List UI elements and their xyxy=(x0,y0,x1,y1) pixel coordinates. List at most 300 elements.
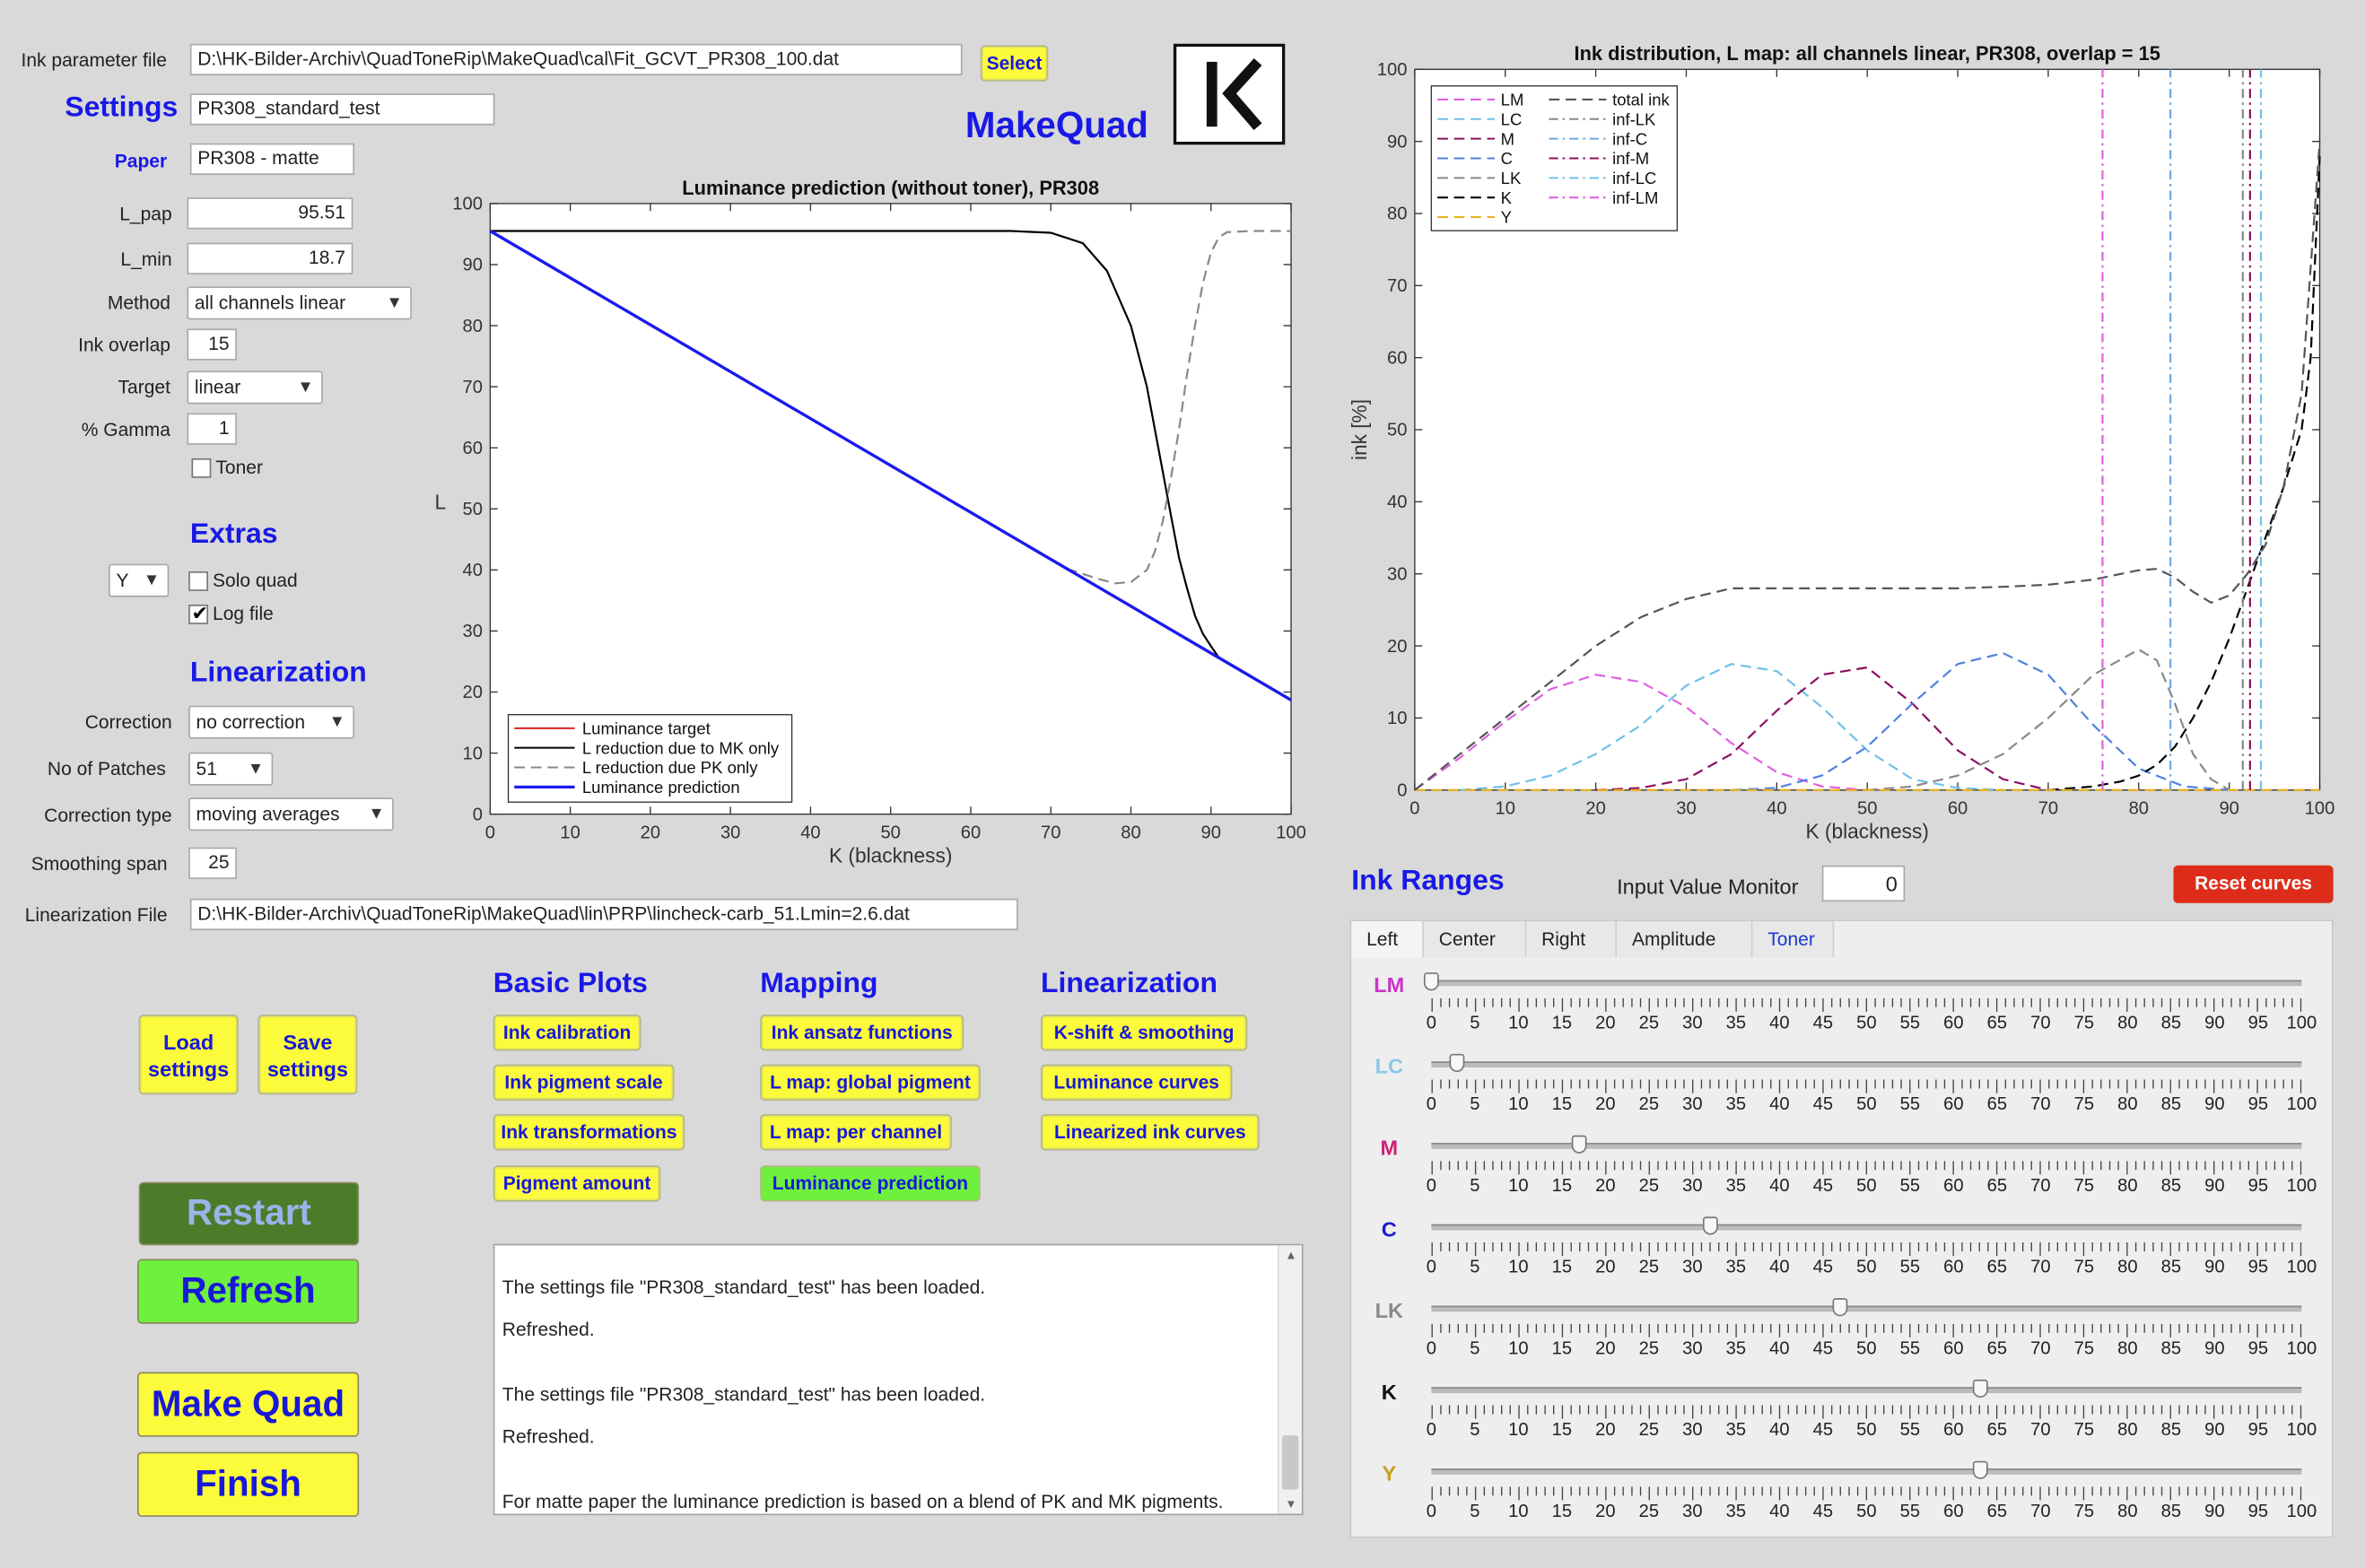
span-field[interactable]: 25 xyxy=(188,848,237,879)
slider-tick-label: 45 xyxy=(1812,1174,1834,1196)
toner-checkbox[interactable] xyxy=(191,458,211,478)
slider-tick-label: 0 xyxy=(1426,1093,1436,1115)
slider-track-k[interactable] xyxy=(1431,1387,2301,1393)
legend-label: Y xyxy=(1500,207,1513,227)
slider-tick-label: 75 xyxy=(2073,1418,2095,1441)
monitor-field[interactable]: 0 xyxy=(1822,866,1905,902)
slider-track-m[interactable] xyxy=(1431,1143,2301,1149)
slider-tick-label: 30 xyxy=(1682,1093,1703,1115)
ink-transformations-button[interactable]: Ink transformations xyxy=(493,1114,685,1150)
slider-tick-label: 35 xyxy=(1725,1337,1747,1359)
slider-tick-label: 65 xyxy=(1986,1500,2008,1521)
slider-tick-label: 65 xyxy=(1986,1256,2008,1277)
slider-tick-label: 95 xyxy=(2247,1174,2269,1196)
l-map-channel-button[interactable]: L map: per channel xyxy=(760,1114,951,1150)
slider-tick-label: 20 xyxy=(1595,1418,1616,1441)
slider-tick-label: 100 xyxy=(2286,1093,2317,1115)
slider-tick-label: 60 xyxy=(1943,1418,1964,1441)
correction-dropdown[interactable] xyxy=(188,706,354,739)
x-tick-label: 50 xyxy=(1856,798,1878,819)
slider-tick-label: 40 xyxy=(1769,1011,1790,1033)
slider-tick-label: 50 xyxy=(1856,1337,1877,1359)
y-tick-label: 60 xyxy=(1387,348,1408,369)
slider-tick-label: 70 xyxy=(2030,1093,2051,1115)
slider-tick-label: 20 xyxy=(1595,1011,1616,1033)
legend-label: L reduction due to MK only xyxy=(581,738,780,758)
slider-tick-label: 40 xyxy=(1769,1500,1790,1521)
x-tick-label: 0 xyxy=(1409,798,1420,819)
slider-tick-label: 90 xyxy=(2204,1174,2225,1196)
slider-label-lm: LM xyxy=(1374,972,1405,997)
slider-tick-label: 70 xyxy=(2030,1500,2051,1521)
slider-thumb-lc[interactable] xyxy=(1450,1054,1465,1072)
slider-track-lc[interactable] xyxy=(1431,1061,2301,1067)
legend-label: L reduction due PK only xyxy=(581,758,758,778)
slider-tick-label: 0 xyxy=(1426,1418,1436,1441)
slider-tick-label: 85 xyxy=(2160,1500,2182,1521)
refresh-button[interactable]: Refresh xyxy=(137,1259,359,1323)
legend-label: inf-C xyxy=(1612,129,1648,149)
slider-tick-label: 75 xyxy=(2073,1500,2095,1521)
slider-tick-label: 100 xyxy=(2286,1500,2317,1521)
target-value: linear xyxy=(194,377,241,398)
y-tick-label: 40 xyxy=(1387,492,1408,513)
slider-thumb-m[interactable] xyxy=(1572,1136,1587,1154)
slider-tick-label: 70 xyxy=(2030,1337,2051,1359)
legend-label: inf-LK xyxy=(1612,109,1656,129)
legend-label: inf-M xyxy=(1612,149,1650,169)
ink-param-label: Ink parameter file xyxy=(21,49,167,71)
correction-label: Correction xyxy=(84,711,172,733)
y-tick-label: 0 xyxy=(1397,780,1408,801)
lin-file-label: Linearization File xyxy=(24,904,168,927)
slider-tick-label: 10 xyxy=(1508,1337,1529,1359)
slider-tick-label: 20 xyxy=(1595,1337,1616,1359)
legend-label: M xyxy=(1500,129,1515,149)
slider-label-k: K xyxy=(1381,1379,1397,1404)
chevron-down-icon: ▼ xyxy=(328,713,345,732)
slider-tick-label: 60 xyxy=(1943,1500,1964,1521)
ink-param-field[interactable]: D:\HK-Bilder-Archiv\QuadToneRip\MakeQuad\cal\Fit_GCVT_PR308_100.dat xyxy=(190,44,963,75)
chevron-down-icon: ▼ xyxy=(247,760,265,779)
load-settings-button[interactable]: Load settings xyxy=(139,1015,239,1094)
slider-tick-label: 80 xyxy=(2117,1256,2138,1277)
slider-tick-label: 5 xyxy=(1470,1093,1480,1115)
slider-label-lc: LC xyxy=(1374,1053,1403,1078)
ink-ranges-panel xyxy=(1350,919,2334,1538)
slider-tick-label: 55 xyxy=(1899,1418,1921,1441)
slider-tick-label: 10 xyxy=(1508,1093,1529,1115)
slider-tick-label: 75 xyxy=(2073,1011,2095,1033)
slider-tick-label: 0 xyxy=(1426,1256,1436,1277)
slider-label-lk: LK xyxy=(1374,1298,1403,1323)
slider-thumb-y[interactable] xyxy=(1972,1461,1987,1479)
toner-label: Toner xyxy=(215,457,263,478)
x-tick-label: 70 xyxy=(2038,798,2059,819)
slider-tick-label: 100 xyxy=(2286,1256,2317,1277)
slider-tick-label: 45 xyxy=(1812,1011,1834,1033)
save-settings-button[interactable]: Save settings xyxy=(257,1015,357,1094)
slider-tick-label: 10 xyxy=(1508,1256,1529,1277)
slider-tick-label: 10 xyxy=(1508,1500,1529,1521)
message-line: The settings file "PR308_standard_test" has been loaded. xyxy=(502,1383,986,1406)
y-tick-label: 80 xyxy=(1387,204,1408,224)
slider-tick-label: 80 xyxy=(2117,1418,2138,1441)
x-tick-label: 80 xyxy=(2128,798,2150,819)
slider-tick-label: 5 xyxy=(1470,1011,1480,1033)
slider-tick-label: 25 xyxy=(1638,1174,1660,1196)
slider-tick-label: 80 xyxy=(2117,1337,2138,1359)
slider-tick-label: 60 xyxy=(1943,1011,1964,1033)
slider-tick-label: 70 xyxy=(2030,1256,2051,1277)
gamma-label: % Gamma xyxy=(81,419,170,440)
chevron-down-icon: ▼ xyxy=(386,293,403,312)
luminance-prediction-button[interactable]: Luminance prediction xyxy=(760,1165,980,1201)
slider-tick-label: 15 xyxy=(1551,1500,1573,1521)
slider-tick-label: 95 xyxy=(2247,1500,2269,1521)
slider-ticks xyxy=(1431,1320,2301,1335)
slider-tick-label: 90 xyxy=(2204,1500,2225,1521)
message-line: For matte paper the luminance prediction is based on a blend of PK and MK pigments. xyxy=(502,1491,1224,1512)
lpap-field[interactable]: 95.51 xyxy=(187,197,353,229)
x-axis-label: K (blackness) xyxy=(828,843,953,867)
y-tick-label: 90 xyxy=(462,255,483,275)
slider-tick-label: 100 xyxy=(2286,1011,2317,1033)
slider-tick-label: 15 xyxy=(1551,1418,1573,1441)
slider-tick-label: 55 xyxy=(1899,1174,1921,1196)
x-tick-label: 100 xyxy=(1276,823,1306,843)
slider-tick-label: 15 xyxy=(1551,1174,1573,1196)
slider-tick-label: 55 xyxy=(1899,1337,1921,1359)
slider-tick-label: 75 xyxy=(2073,1337,2095,1359)
slider-tick-label: 15 xyxy=(1551,1256,1573,1277)
tab-amplitude[interactable]: Amplitude xyxy=(1617,921,1752,957)
y-tick-label: 30 xyxy=(1387,564,1408,585)
slider-thumb-k[interactable] xyxy=(1972,1380,1987,1398)
x-tick-label: 80 xyxy=(1121,823,1141,843)
slider-tick-label: 90 xyxy=(2204,1011,2225,1033)
slider-tick-label: 25 xyxy=(1638,1500,1660,1521)
slider-tick-label: 25 xyxy=(1638,1011,1660,1033)
slider-tick-label: 65 xyxy=(1986,1011,2008,1033)
slider-tick-label: 30 xyxy=(1682,1337,1703,1359)
solo-quad-label: Solo quad xyxy=(213,570,298,591)
slider-tick-label: 35 xyxy=(1725,1418,1747,1441)
overlap-label: Ink overlap xyxy=(78,335,170,356)
linearization-heading: Linearization xyxy=(189,657,367,690)
slider-ticks xyxy=(1431,1238,2301,1253)
luminance-curves-button[interactable]: Luminance curves xyxy=(1041,1065,1232,1101)
slider-tick-label: 35 xyxy=(1725,1500,1747,1521)
overlap-field[interactable]: 15 xyxy=(187,328,236,360)
ink-pigment-scale-button[interactable]: Ink pigment scale xyxy=(493,1065,675,1101)
channel-dropdown[interactable] xyxy=(109,564,169,597)
slider-tick-label: 95 xyxy=(2247,1093,2269,1115)
message-line: Refreshed. xyxy=(502,1426,595,1448)
extras-heading: Extras xyxy=(189,518,278,551)
legend-label: C xyxy=(1500,149,1514,169)
tab-left[interactable]: Left xyxy=(1351,921,1424,957)
x-tick-label: 30 xyxy=(1676,798,1697,819)
legend-label: Luminance target xyxy=(581,719,711,738)
slider-tick-label: 95 xyxy=(2247,1011,2269,1033)
y-tick-label: 100 xyxy=(452,194,483,214)
ink-ranges-heading: Ink Ranges xyxy=(1351,865,1505,898)
slider-tick-label: 5 xyxy=(1470,1256,1480,1277)
slider-tick-label: 30 xyxy=(1682,1418,1703,1441)
slider-tick-label: 65 xyxy=(1986,1418,2008,1441)
solo-quad-checkbox[interactable] xyxy=(188,571,208,591)
log-file-checkbox[interactable] xyxy=(188,601,208,624)
slider-tick-label: 30 xyxy=(1682,1174,1703,1196)
check-icon: ✔ xyxy=(191,601,208,624)
chart-title: Luminance prediction (without toner), PR308 xyxy=(682,176,1100,199)
tab-center[interactable]: Center xyxy=(1424,921,1526,957)
slider-tick-label: 0 xyxy=(1426,1500,1436,1521)
slider-tick-label: 35 xyxy=(1725,1256,1747,1277)
slider-tick-label: 25 xyxy=(1638,1256,1660,1277)
slider-tick-label: 90 xyxy=(2204,1418,2225,1441)
slider-tick-label: 80 xyxy=(2117,1500,2138,1521)
slider-track-y[interactable] xyxy=(1431,1468,2301,1475)
slider-tick-label: 75 xyxy=(2073,1093,2095,1115)
slider-tick-label: 70 xyxy=(2030,1174,2051,1196)
ink-ansatz-button[interactable]: Ink ansatz functions xyxy=(760,1015,964,1050)
y-tick-label: 0 xyxy=(472,805,483,825)
slider-tick-label: 50 xyxy=(1856,1418,1877,1441)
y-tick-label: 20 xyxy=(1387,636,1408,657)
slider-tick-label: 20 xyxy=(1595,1500,1616,1521)
slider-tick-label: 80 xyxy=(2117,1011,2138,1033)
luminance-chart xyxy=(423,173,1328,875)
linearization-plots-heading: Linearization xyxy=(1040,968,1217,1000)
slider-tick-label: 5 xyxy=(1470,1500,1480,1521)
slider-tick-label: 10 xyxy=(1508,1174,1529,1196)
settings-name-field[interactable]: PR308_standard_test xyxy=(190,93,495,125)
scroll-down-icon[interactable]: ▼ xyxy=(1285,1497,1297,1511)
slider-tick-label: 50 xyxy=(1856,1174,1877,1196)
slider-tick-label: 55 xyxy=(1899,1093,1921,1115)
restart-button[interactable]: Restart xyxy=(139,1182,359,1246)
target-dropdown[interactable] xyxy=(187,370,322,404)
patches-label: No of Patches xyxy=(47,758,166,780)
slider-tick-label: 5 xyxy=(1470,1337,1480,1359)
app-title: MakeQuad xyxy=(964,105,1148,147)
slider-tick-label: 45 xyxy=(1812,1093,1834,1115)
y-tick-label: 100 xyxy=(1376,60,1408,81)
x-tick-label: 90 xyxy=(1200,823,1221,843)
legend-label: total ink xyxy=(1612,90,1670,109)
slider-tick-label: 60 xyxy=(1943,1093,1964,1115)
slider-tick-label: 60 xyxy=(1943,1256,1964,1277)
finish-button[interactable]: Finish xyxy=(137,1452,359,1517)
linearized-ink-curves-button[interactable]: Linearized ink curves xyxy=(1041,1114,1260,1150)
slider-track-c[interactable] xyxy=(1431,1224,2301,1231)
patches-dropdown[interactable] xyxy=(188,753,273,786)
y-tick-label: 50 xyxy=(1387,420,1408,440)
slider-tick-label: 20 xyxy=(1595,1174,1616,1196)
slider-thumb-lm[interactable] xyxy=(1424,972,1439,990)
lmin-label: L_min xyxy=(120,248,172,270)
slider-tick-label: 70 xyxy=(2030,1418,2051,1441)
slider-tick-label: 85 xyxy=(2160,1174,2182,1196)
paper-field[interactable]: PR308 - matte xyxy=(190,144,354,175)
legend-label: inf-LC xyxy=(1612,169,1657,188)
legend-label: LK xyxy=(1500,169,1522,188)
slider-tick-label: 50 xyxy=(1856,1093,1877,1115)
message-scrollbar[interactable] xyxy=(1278,1245,1302,1513)
x-tick-label: 60 xyxy=(1947,798,1968,819)
gamma-field[interactable]: 1 xyxy=(187,414,236,445)
slider-tick-label: 85 xyxy=(2160,1011,2182,1033)
x-tick-label: 50 xyxy=(880,823,901,843)
y-tick-label: 40 xyxy=(462,561,483,581)
slider-track-lm[interactable] xyxy=(1431,980,2301,987)
x-tick-label: 100 xyxy=(2304,798,2335,819)
slider-tick-label: 25 xyxy=(1638,1093,1660,1115)
slider-tick-label: 80 xyxy=(2117,1174,2138,1196)
slider-tick-label: 35 xyxy=(1725,1011,1747,1033)
slider-tick-label: 55 xyxy=(1899,1011,1921,1033)
slider-tick-label: 85 xyxy=(2160,1418,2182,1441)
message-line: The settings file "PR308_standard_test" has been loaded. xyxy=(502,1276,986,1299)
slider-track-lk[interactable] xyxy=(1431,1306,2301,1312)
slider-tick-label: 45 xyxy=(1812,1256,1834,1277)
select-button[interactable]: Select xyxy=(981,45,1049,81)
scroll-up-icon[interactable]: ▲ xyxy=(1285,1248,1297,1262)
slider-tick-label: 30 xyxy=(1682,1500,1703,1521)
k-shift-button[interactable]: K-shift & smoothing xyxy=(1041,1015,1247,1050)
y-tick-label: 60 xyxy=(462,438,483,458)
ink-distribution-chart xyxy=(1342,39,2352,854)
slider-tick-label: 100 xyxy=(2286,1337,2317,1359)
chart-title: Ink distribution, L map: all channels linear, PR308, overlap = 15 xyxy=(1574,42,2160,65)
log-file-label: Log file xyxy=(213,603,274,624)
legend-label: LC xyxy=(1500,109,1523,129)
slider-tick-label: 40 xyxy=(1769,1093,1790,1115)
chevron-down-icon: ▼ xyxy=(368,805,385,823)
settings-heading: Settings xyxy=(65,91,179,124)
target-label: Target xyxy=(118,377,170,398)
slider-tick-label: 95 xyxy=(2247,1337,2269,1359)
x-tick-label: 20 xyxy=(1585,798,1606,819)
slider-tick-label: 45 xyxy=(1812,1500,1834,1521)
method-dropdown[interactable] xyxy=(187,286,411,319)
slider-tick-label: 35 xyxy=(1725,1174,1747,1196)
slider-tick-label: 50 xyxy=(1856,1256,1877,1277)
span-label: Smoothing span xyxy=(31,853,168,875)
slider-tick-label: 40 xyxy=(1769,1337,1790,1359)
x-tick-label: 20 xyxy=(640,823,661,843)
slider-tick-label: 20 xyxy=(1595,1093,1616,1115)
y-axis-label: ink [%] xyxy=(1348,398,1372,461)
slider-thumb-lk[interactable] xyxy=(1833,1298,1848,1316)
monitor-label: Input Value Monitor xyxy=(1617,874,1799,899)
lin-file-field[interactable]: D:\HK-Bilder-Archiv\QuadToneRip\MakeQuad\lin\PRP\lincheck-carb_51.Lmin=2.6.dat xyxy=(190,899,1018,930)
slider-tick-label: 45 xyxy=(1812,1418,1834,1441)
lmin-field[interactable]: 18.7 xyxy=(187,243,353,274)
slider-thumb-c[interactable] xyxy=(1702,1216,1717,1234)
x-tick-label: 0 xyxy=(484,823,495,843)
slider-label-m: M xyxy=(1380,1135,1399,1160)
slider-label-y: Y xyxy=(1382,1460,1397,1485)
slider-tick-label: 50 xyxy=(1856,1500,1877,1521)
make-quad-button[interactable]: Make Quad xyxy=(137,1372,359,1437)
reset-curves-button[interactable]: Reset curves xyxy=(2173,866,2333,903)
slider-ticks xyxy=(1431,1482,2301,1497)
slider-tick-label: 60 xyxy=(1943,1337,1964,1359)
y-tick-label: 10 xyxy=(462,744,483,764)
mapping-heading: Mapping xyxy=(760,968,878,1000)
slider-tick-label: 85 xyxy=(2160,1256,2182,1277)
slider-tick-label: 90 xyxy=(2204,1337,2225,1359)
slider-tick-label: 5 xyxy=(1470,1174,1480,1196)
y-tick-label: 30 xyxy=(462,622,483,642)
slider-tick-label: 45 xyxy=(1812,1337,1834,1359)
slider-tick-label: 10 xyxy=(1508,1011,1529,1033)
ctype-dropdown[interactable] xyxy=(188,797,394,831)
slider-tick-label: 15 xyxy=(1551,1337,1573,1359)
legend-label: Luminance prediction xyxy=(581,778,740,797)
pigment-amount-button[interactable]: Pigment amount xyxy=(493,1165,661,1201)
message-log[interactable] xyxy=(493,1244,1304,1516)
slider-ticks xyxy=(1431,1075,2301,1090)
ink-calibration-button[interactable]: Ink calibration xyxy=(493,1015,641,1050)
ctype-value: moving averages xyxy=(196,803,340,825)
slider-ticks xyxy=(1431,994,2301,1009)
chevron-down-icon: ▼ xyxy=(297,378,314,397)
x-tick-label: 30 xyxy=(720,823,741,843)
slider-tick-label: 65 xyxy=(1986,1174,2008,1196)
slider-ticks xyxy=(1431,1400,2301,1416)
method-value: all channels linear xyxy=(194,292,346,314)
slider-tick-label: 40 xyxy=(1769,1418,1790,1441)
y-tick-label: 10 xyxy=(1387,709,1408,729)
y-tick-label: 20 xyxy=(462,683,483,703)
correction-value: no correction xyxy=(196,711,306,733)
channel-value: Y xyxy=(116,570,129,591)
slider-tick-label: 55 xyxy=(1899,1256,1921,1277)
scroll-thumb[interactable] xyxy=(1282,1435,1298,1490)
slider-tick-label: 40 xyxy=(1769,1174,1790,1196)
slider-tick-label: 65 xyxy=(1986,1337,2008,1359)
slider-tick-label: 85 xyxy=(2160,1093,2182,1115)
slider-tick-label: 90 xyxy=(2204,1256,2225,1277)
legend-label: K xyxy=(1500,187,1513,207)
x-tick-label: 60 xyxy=(960,823,982,843)
tab-right[interactable]: Right xyxy=(1526,921,1617,957)
slider-tick-label: 80 xyxy=(2117,1093,2138,1115)
l-map-global-button[interactable]: L map: global pigment xyxy=(760,1065,980,1101)
slider-tick-label: 15 xyxy=(1551,1093,1573,1115)
slider-tick-label: 65 xyxy=(1986,1093,2008,1115)
slider-tick-label: 30 xyxy=(1682,1011,1703,1033)
x-tick-label: 90 xyxy=(2219,798,2239,819)
slider-tick-label: 25 xyxy=(1638,1418,1660,1441)
y-tick-label: 70 xyxy=(1387,276,1408,297)
slider-tick-label: 85 xyxy=(2160,1337,2182,1359)
y-tick-label: 80 xyxy=(462,316,483,336)
slider-tick-label: 35 xyxy=(1725,1093,1747,1115)
slider-tick-label: 55 xyxy=(1899,1500,1921,1521)
y-tick-label: 50 xyxy=(462,499,483,519)
x-tick-label: 40 xyxy=(800,823,821,843)
x-axis-label: K (blackness) xyxy=(1805,819,1929,843)
tab-toner[interactable]: Toner xyxy=(1752,921,1834,957)
x-tick-label: 10 xyxy=(1495,798,1515,819)
x-tick-label: 70 xyxy=(1041,823,1061,843)
slider-tick-label: 95 xyxy=(2247,1418,2269,1441)
